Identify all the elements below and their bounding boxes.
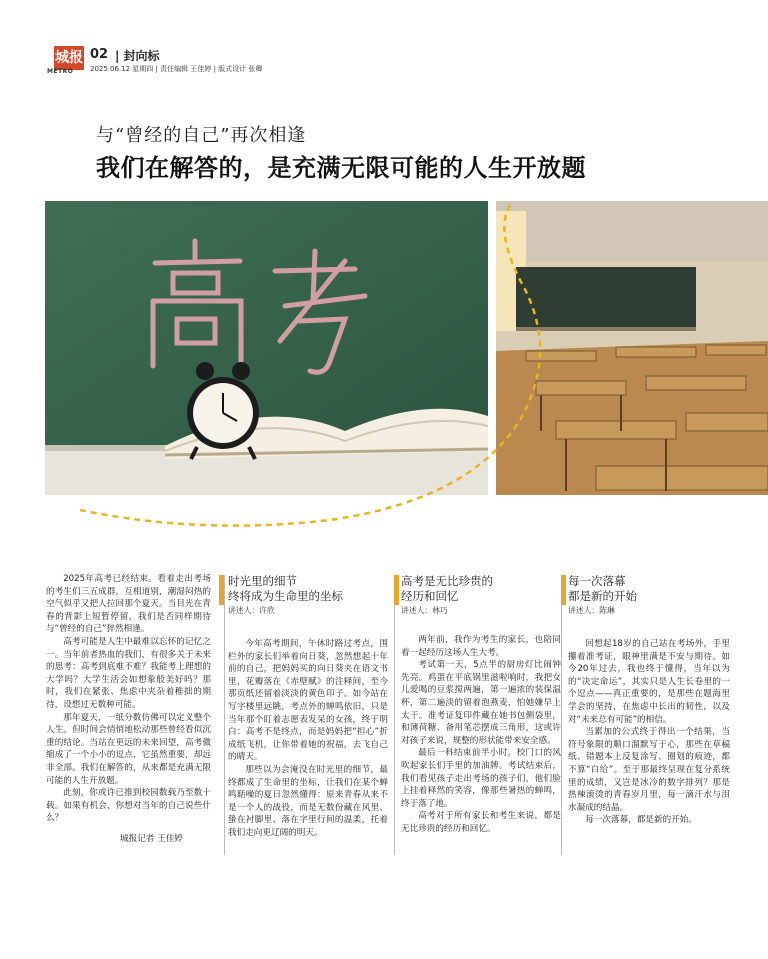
story-paragraph: 每一次落幕，都是新的开始。 [585,815,697,826]
story-column-1 [228,574,388,840]
section-name: | 封向标 [115,49,160,63]
intro-paragraph: 那年夏天，一纸分数仿佛可以定义整个人生。但时间会悄悄地松动那些曾经看似沉重的结论。当站在更远的未来回望，高考微缩成了一个小小的逗点，它虽然重要，却远非全部。我们在解答的，从来都是充满无限可能的人生开放题。 [46,712,211,786]
story-speaker: 讲述人：陈琳 [568,606,615,615]
story-paragraph: 最后一科结束前半小时，校门口的风吹起家长们手里的加油牌。考试结束后，我们看见孩子走出考场的孩子们，他们脸上挂着释然的笑容，像那些暑热的蝉鸣，终于落了地。 [401,748,561,809]
intro-paragraph: 2025年高考已经结束。看着走出考场的考生们三五成群，互相道别，潮湿闷热的空气似乎又把人拉回那个夏天。当目光在青春的背影上短暂停留，我们是否同样期待与“曾经的自己”猝然相逢。 [46,574,211,635]
article-headline: 我们在解答的，是充满无限可能的人生开放题 [96,153,586,182]
newspaper-logo-sub: METRO [47,68,74,75]
story-title-line1: 高考是无比珍贵的 [401,574,493,588]
story-title-line2: 终将成为生命里的坐标 [228,589,343,603]
story-paragraph: 回想起18岁的自己站在考场外，手里攥着准考证，眼神里满是不安与期待。如今20年过去，我也终于懂得，当年以为的“决定命运”，其实只是人生长卷里的一个逗点——真正重要的，是那些在题海里学会的坚持，在焦虑中长出的韧性，以及对“未来总有可能”的相信。 [568,639,730,725]
story-paragraph: 那些以为会淹没在时光里的细节，最终都成了生命里的坐标，让我们在某个蝉鸣聒噪的夏日忽然懂得：原来青春从来不是一个人的战役，而是无数份藏在风里、蛰在衬脚里、落在字里行间的温柔，托着我们走向更辽阔的明天。 [228,764,388,838]
intro-paragraph: 高考可能是人生中最难以忘怀的记忆之一。当年前者热血的我们，有很多关于未来的思考：高考到底难不难？我能考上理想的大学吗？大学生活会如想象般美好吗？那时，我们在紧张、焦虑中夹杂着稚拙的期待，设想过无数种可能。 [46,636,211,710]
title-marker-icon [394,575,399,605]
column-divider [224,575,225,855]
title-marker-icon [219,575,224,605]
story-title-line1: 时光里的细节 [228,574,297,588]
story-title-line1: 每一次落幕 [568,574,626,588]
story-column-2 [401,574,561,836]
story-paragraph: 当累加的公式终于得出一个结果，当符号象限的顺口溜默写于心，那些在草稿纸、错题本上反复涂写、圈划的痕迹，都不算“白给”。至于那最终呈现在复分系统里的成绩，又岂是冰冷的数字排列？那是热辣滚烫的青春岁月里，每一滴汗水与泪水凝成的结晶。 [568,727,730,813]
story-column-3 [568,574,730,827]
column-divider [561,575,562,855]
story-paragraph: 高考对于所有家长和考生来说，都是无比珍贵的经历和回忆。 [401,811,561,834]
reporter-byline: 城报记者 王佳婷 [120,834,183,844]
page-number: 02 [90,47,109,62]
intro-column [46,573,211,825]
issue-meta: 2025.06.12 星期四 | 责任编辑 王佳婷 | 版式设计 张卿 [90,65,263,73]
story-paragraph: 今年高考期间，午休时路过考点，围栏外的家长们举着向日葵，忽然想起十年前的自己，把妈妈买的向日葵夹在语文书里，花瓣落在《赤壁赋》的注释间，至今那页纸还留着淡淡的黄色印子。如今站在写字楼里远眺，考点外的蝉鸣依旧，只是当年那个盯着志愿表发呆的女孩，终于明白：高考不是终点，而是妈妈把“担心”折成纸飞机，让你带着她的祝福，去飞自己的晴天。 [228,639,388,763]
story-title-line2: 都是新的开始 [568,589,637,603]
chalkboard-photo [45,201,488,495]
classroom-photo [496,201,768,495]
article-subhead: 与“曾经的自己”再次相逢 [96,125,307,146]
story-title-line2: 经历和回忆 [401,589,459,603]
story-speaker: 讲述人：许欣 [228,606,275,615]
title-marker-icon [561,575,566,605]
story-paragraph: 两年前，我作为考生的家长，也陪同着一起经历这场人生大考。 [401,635,561,658]
intro-paragraph: 此刻，你或许已推到校园数载乃至数十载。如果有机会，你想对当年的自己说些什么？ [46,788,211,824]
story-speaker: 讲述人：林巧 [401,606,448,615]
newspaper-logo: 城报 [54,46,84,70]
story-paragraph: 考试第一天，5点半的厨房灯比闹钟先亮。鸡蛋在平底锅里滋啦响时，我把女儿爱喝的豆浆搅两遍，第一遍浓的装保温杯，第二遍淡的留着泡燕麦，怕她嫌早上太干。准考证复印件藏在她书包侧袋里，和薄荷糖、备用笔芯摆成三角形，这或许对孩子来说，规整的形状能带来安全感。 [401,660,561,746]
column-divider [394,575,395,855]
